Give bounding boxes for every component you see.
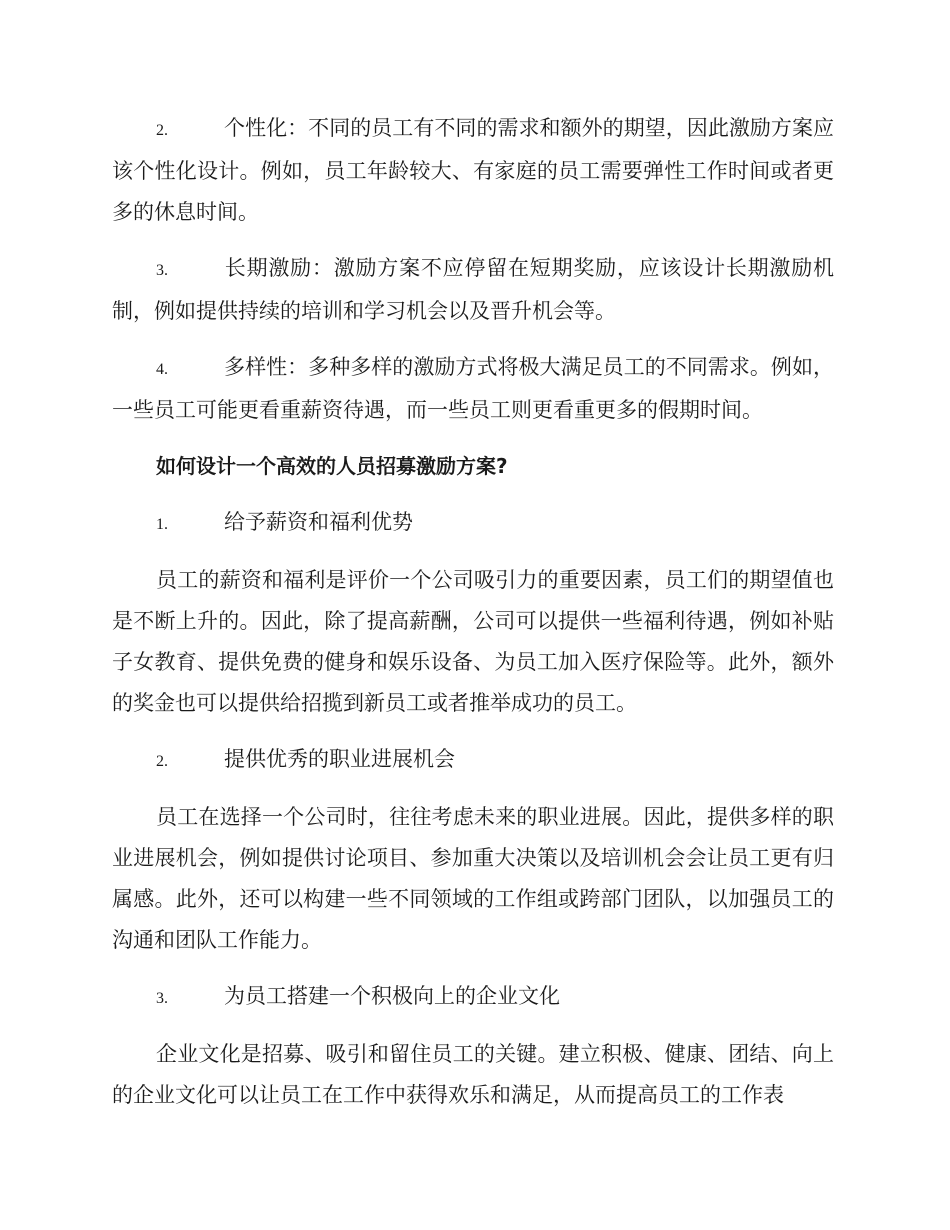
list-number: 4. [156, 361, 168, 378]
section-title-text: 给予薪资和福利优势 [224, 510, 413, 534]
section-title-text: 为员工搭建一个积极向上的企业文化 [224, 984, 560, 1008]
list-number: 3. [156, 262, 168, 279]
list-item [112, 248, 834, 332]
section-title [112, 976, 834, 1019]
list-item-text: 个性化：不同的员工有不同的需求和额外的期望，因此激励方案应该个性化设计。例如，员工年龄较大、有家庭的员工需要弹性工作时间或者更多的休息时间。 [112, 116, 834, 224]
section-number: 2. [156, 753, 168, 770]
section-title [112, 739, 834, 782]
section-title [112, 502, 834, 545]
section-body: 员工的薪资和福利是评价一个公司吸引力的重要因素，员工们的期望值也是不断上升的。因此，除了提高薪酬，公司可以提供一些福利待遇，例如补贴子女教育、提供免费的健身和娱乐设备、为员工加入医疗保险等。此外，额外的奖金也可以提供给招揽到新员工或者推举成功的员工。 [112, 568, 834, 715]
list-item-text: 长期激励：激励方案不应停留在短期奖励，应该设计长期激励机制，例如提供持续的培训和学习机会以及晋升机会等。 [112, 256, 834, 323]
list-item [112, 347, 834, 431]
section-number: 3. [156, 990, 168, 1007]
section-body: 企业文化是招募、吸引和留住员工的关键。建立积极、健康、团结、向上的企业文化可以让员工在工作中获得欢乐和满足，从而提高员工的工作表 [112, 1042, 834, 1107]
list-item-text: 多样性：多种多样的激励方式将极大满足员工的不同需求。例如，一些员工可能更看重薪资待遇，而一些员工则更看重更多的假期时间。 [112, 355, 834, 422]
section-body: 员工在选择一个公司时，往往考虑未来的职业进展。因此，提供多样的职业进展机会，例如提供讨论项目、参加重大决策以及培训机会会让员工更有归属感。此外，还可以构建一些不同领域的工作组或跨部门团队，以加强员工的沟通和团队工作能力。 [112, 805, 834, 952]
section-heading: 如何设计一个高效的人员招募激励方案? [156, 454, 508, 478]
section-title-text: 提供优秀的职业进展机会 [224, 747, 455, 771]
list-item [112, 108, 834, 233]
list-number: 2. [156, 122, 168, 139]
document-page [112, 108, 834, 1131]
section-number: 1. [156, 516, 168, 533]
